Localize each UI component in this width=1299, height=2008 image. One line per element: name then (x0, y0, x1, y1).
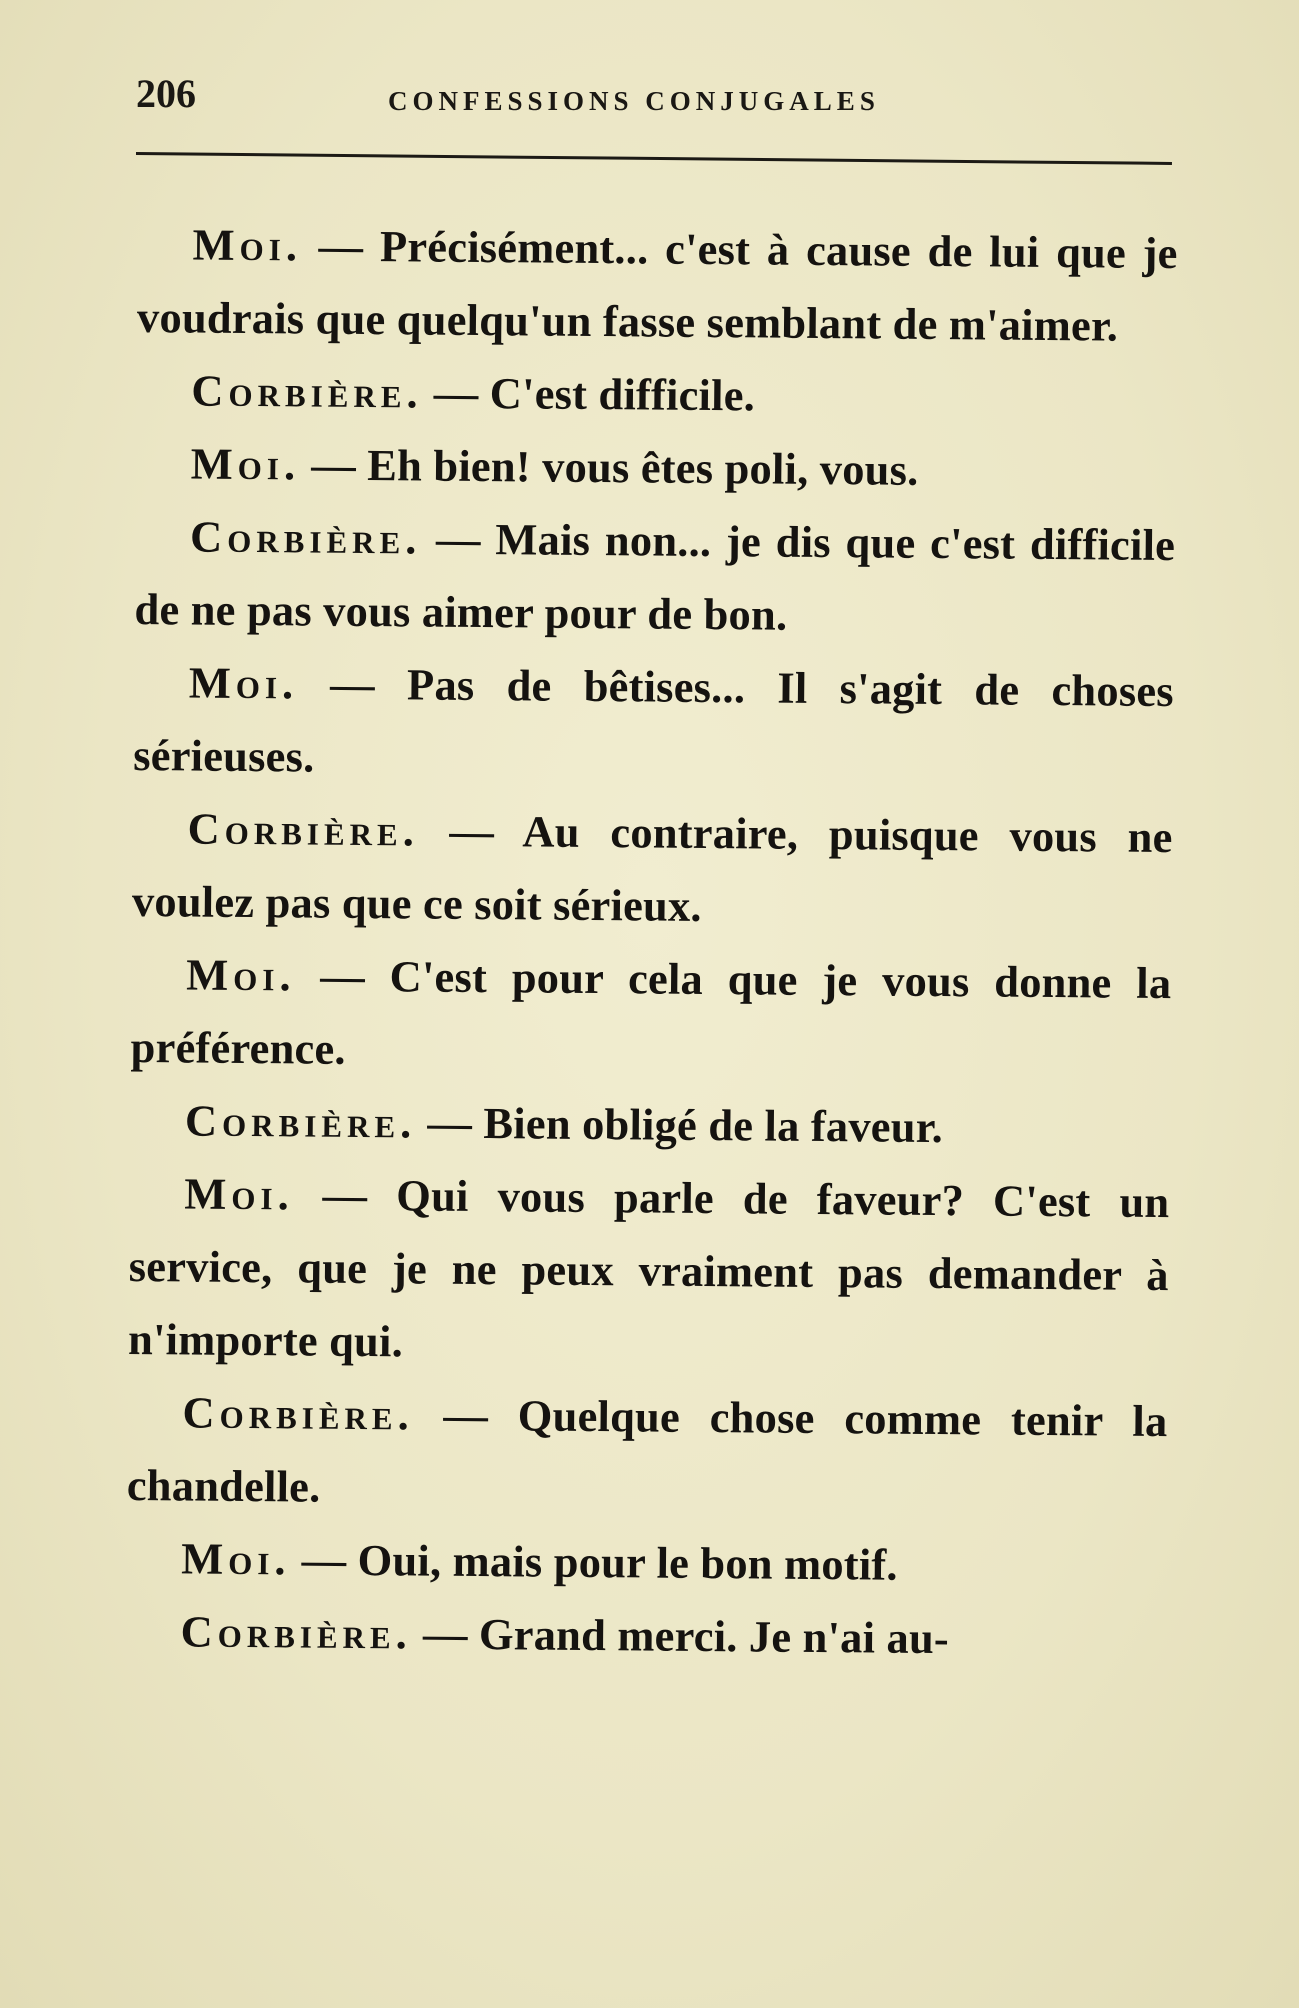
paragraph (130, 938, 1171, 1093)
speech-text: — Pas de bêtises... Il s'agit de choses sérieuses. (133, 658, 1175, 782)
speech-text: — Précisément... c'est à cause de lui que je voudrais que quelqu'un fasse semblant de m'aimer. (136, 220, 1178, 351)
page-number: 206 (136, 71, 196, 116)
paragraph (134, 500, 1175, 655)
speaker-name: Corbière. (184, 1095, 417, 1148)
speech-text: — Au contraire, puisque vous ne voulez pas que ce soit sérieux. (131, 805, 1173, 931)
speaker-name: Moi. (184, 1168, 294, 1220)
speaker-name: Moi. (192, 219, 303, 271)
paragraph (126, 1522, 1167, 1604)
speech-text: — Grand merci. Je n'ai au- (422, 1608, 950, 1664)
speaker-name: Moi. (186, 949, 296, 1001)
speech-text: — Bien obligé de la faveur. (427, 1097, 944, 1153)
paragraph (128, 1157, 1170, 1385)
speaker-name: Corbière. (187, 803, 420, 856)
speaker-name: Moi. (188, 657, 299, 709)
paragraph (130, 1084, 1171, 1166)
speaker-name: Moi. (180, 1533, 291, 1585)
paragraph (136, 354, 1177, 436)
speech-text: — C'est difficile. (433, 367, 756, 421)
speaker-name: Corbière. (191, 365, 423, 418)
paragraph (133, 646, 1174, 801)
paragraph (137, 208, 1178, 363)
paragraph (127, 1376, 1168, 1531)
speaker-name: Corbière. (180, 1606, 413, 1659)
paragraph (125, 1595, 1166, 1677)
dialogue-text (125, 208, 1178, 1677)
page-header (136, 64, 1176, 124)
speech-text: — Eh bien! vous êtes poli, vous. (310, 439, 919, 495)
header-rule (136, 152, 1172, 165)
speech-text: — C'est pour cela que je vous donne la préférence. (130, 950, 1172, 1074)
speech-text: — Qui vous parle de faveur? C'est un service, que je ne peux vraiment pas demander à n'importe qui. (127, 1169, 1170, 1367)
speech-text: — Mais non... je dis que c'est difficile de ne pas vous aimer pour de bon. (134, 513, 1176, 640)
speaker-name: Moi. (190, 438, 301, 490)
speech-text: — Quelque chose comme tenir la chandelle. (126, 1389, 1168, 1512)
paragraph (132, 792, 1173, 947)
paragraph (135, 427, 1176, 509)
speaker-name: Corbière. (182, 1387, 414, 1440)
speaker-name: Corbière. (189, 511, 422, 564)
running-title: CONFESSIONS CONJUGALES (388, 86, 880, 116)
speech-text: — Oui, mais pour le bon motif. (301, 1534, 898, 1590)
